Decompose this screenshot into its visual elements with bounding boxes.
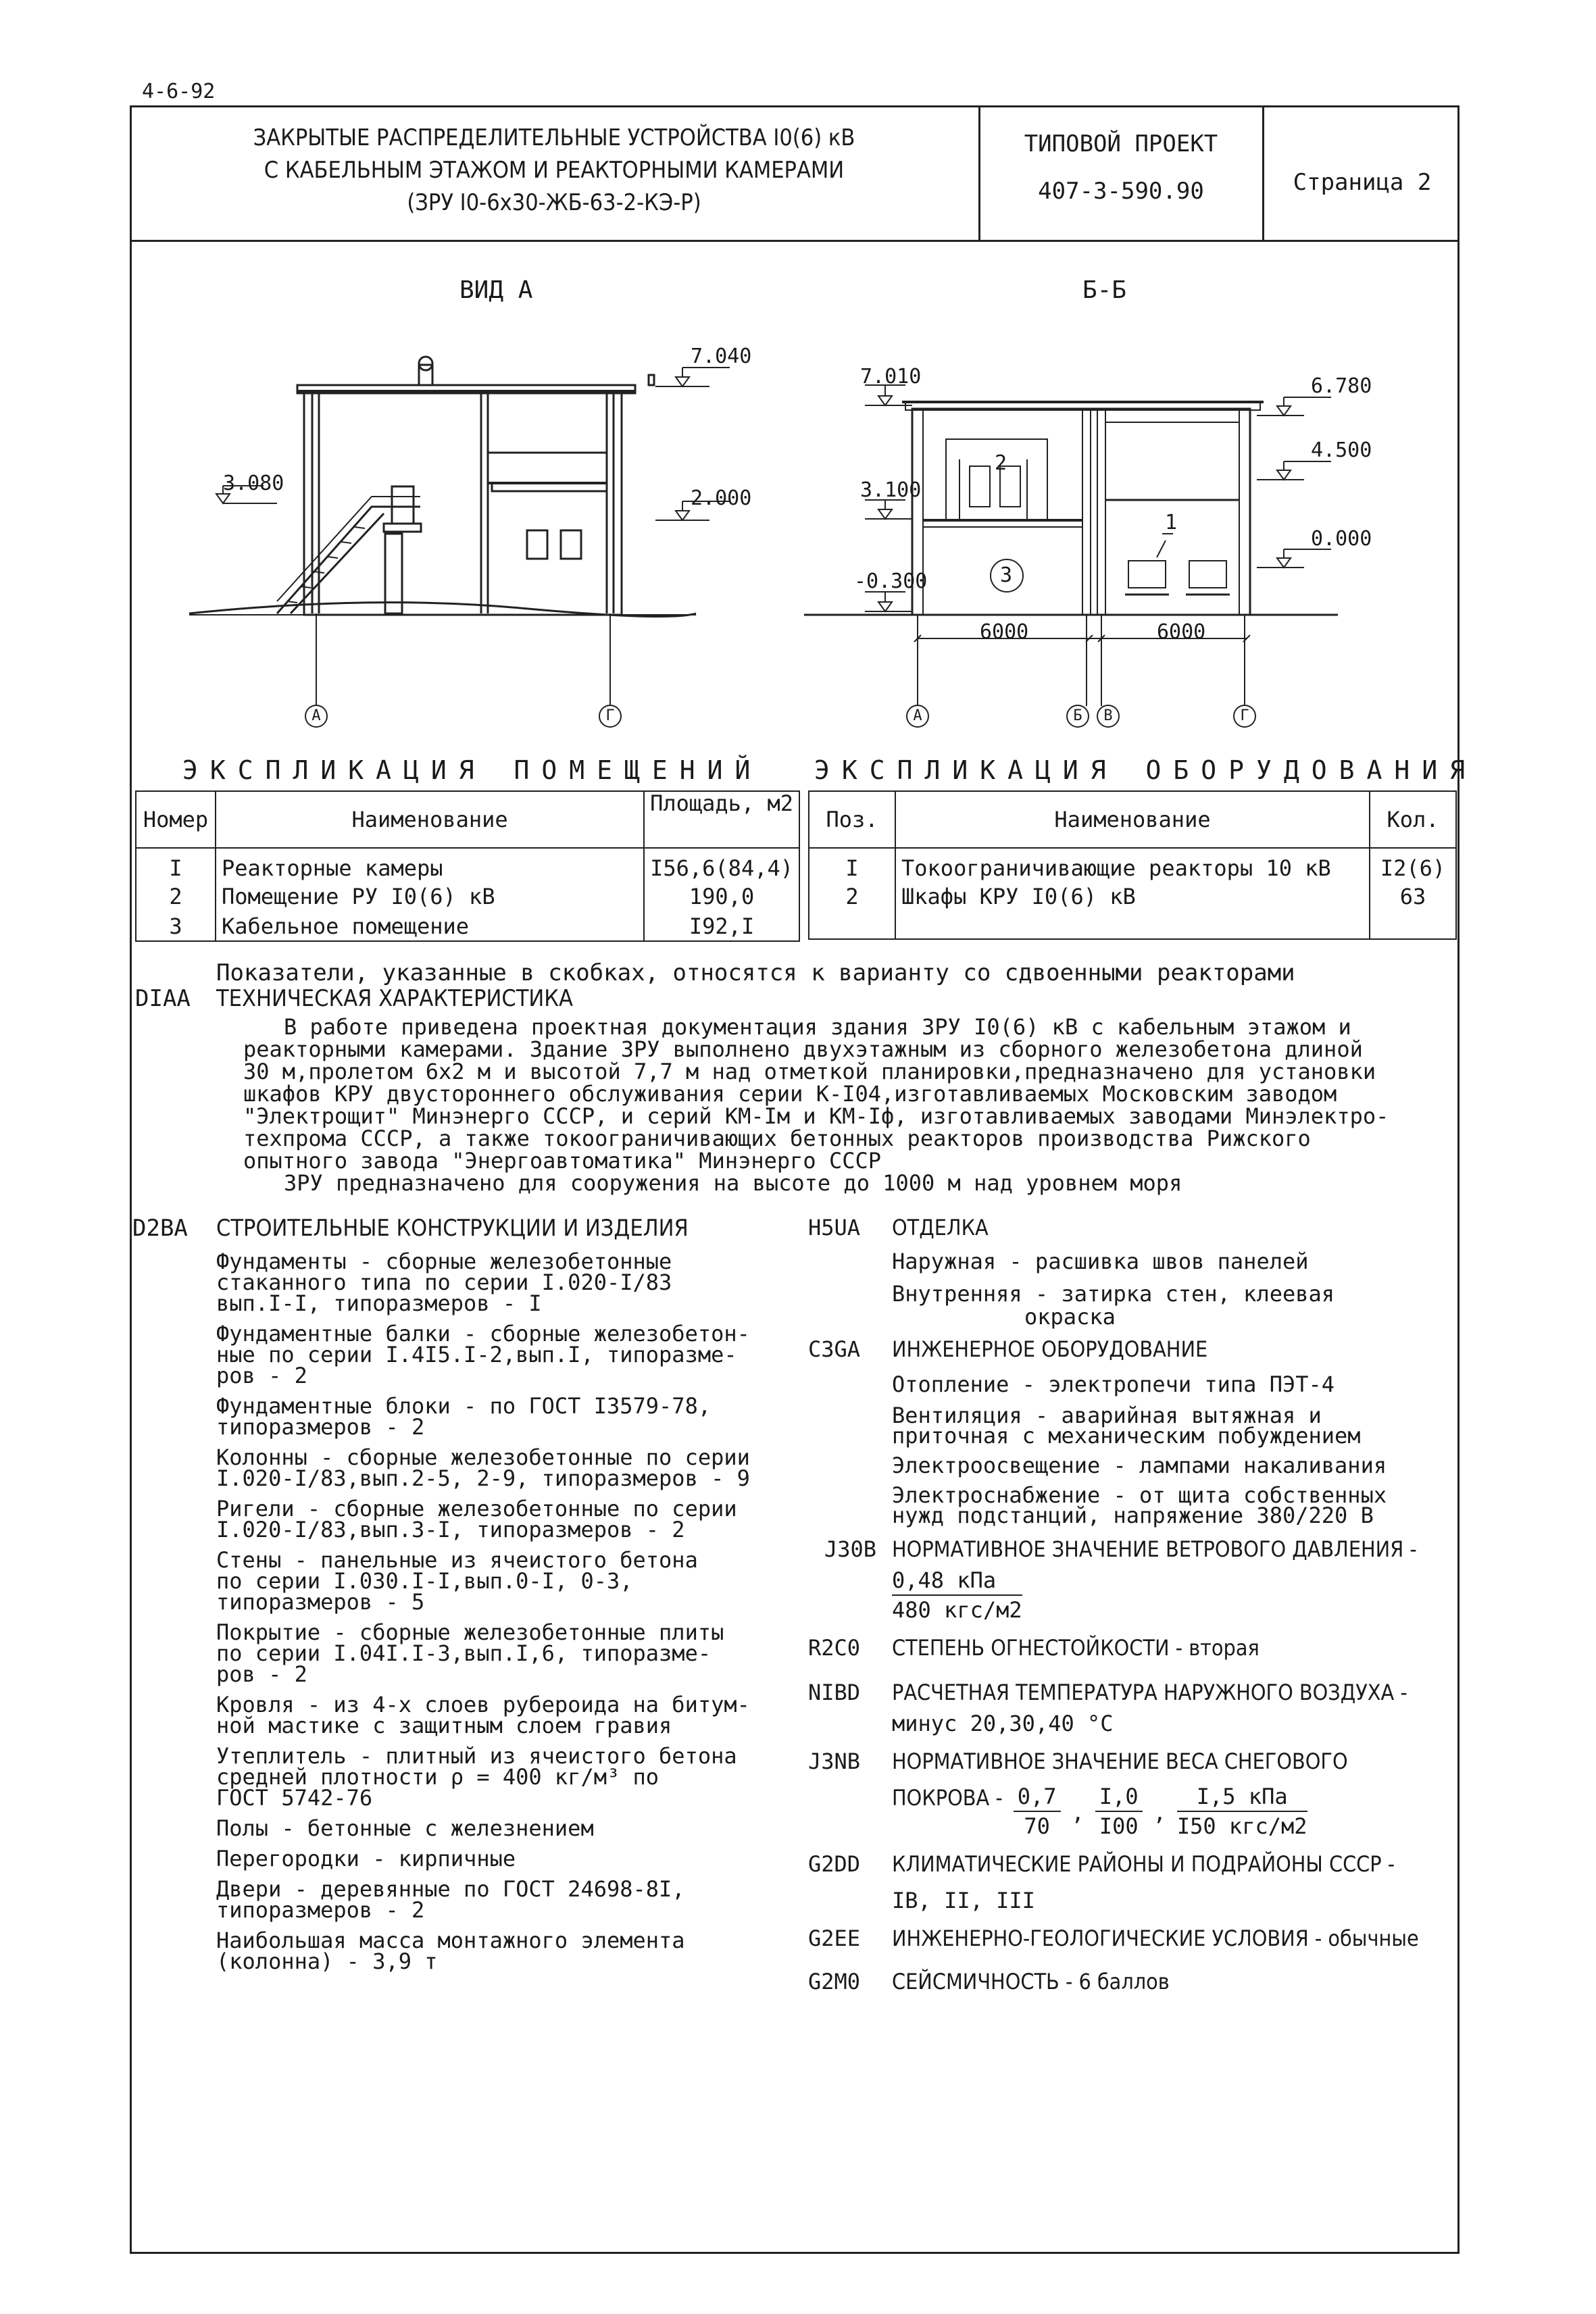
table-row [136, 848, 799, 882]
room-area: I56,6(84,4) [644, 848, 799, 882]
list-item: Колонны - сборные железобетонные по серии I.020-I/83,вып.2-5, 2-9, типоразмеров - 9 [216, 1444, 750, 1491]
tech-line: В работе приведена проектная документация здания ЗРУ I0(6) кВ с кабельным этажом и [284, 1014, 1351, 1040]
elev-label: 2.000 [691, 486, 752, 510]
project-number: 407-3-590.90 [1038, 178, 1204, 205]
col-header: Кол. [1370, 791, 1456, 848]
tech-line: шкафов КРУ двустороннего обслуживания серии К-I04,изготавливаемых Московским заводом [243, 1081, 1337, 1107]
rooms-heading: ЭКСПЛИКАЦИЯ ПОМЕЩЕНИЙ [182, 755, 763, 785]
list-item: Перегородки - кирпичные [216, 1846, 516, 1871]
col-header: Номер [136, 791, 216, 848]
engineering-header [808, 1338, 1457, 1369]
room-name: Помещение РУ I0(6) кВ [216, 882, 644, 912]
engineering-heating: Отопление - электропечи типа ПЭТ-4 [892, 1372, 1335, 1397]
col-header: Площадь, м2 [644, 791, 799, 848]
position-mark: 2 [995, 451, 1007, 475]
list-item: Наибольшая масса монтажного элемента (колонна) - 3,9 т [216, 1928, 685, 1974]
finishing-heading: ОТДЕЛКА [892, 1215, 989, 1240]
list-item: Двери - деревянные по ГОСТ 24698-8I, типоразмеров - 2 [216, 1876, 685, 1923]
elev-label: 7.010 [860, 365, 922, 388]
title-block-divider [130, 240, 1460, 242]
tech-line: реакторными камерами. Здание ЗРУ выполнено двухэтажным из сборного железобетона длиной [243, 1036, 1363, 1062]
temp-value: минус 20,30,40 °С [892, 1711, 1114, 1736]
snow-den: 70 [1024, 1813, 1050, 1839]
wind-den: 480 кгс/м2 [892, 1597, 1022, 1623]
tech-altitude: ЗРУ предназначено для сооружения на высоте до 1000 м над уровнем моря [284, 1170, 1182, 1196]
engineering-vent: Вентиляция - аварийная вытяжная и приточная с механическим побуждением [892, 1403, 1361, 1449]
wind-num: 0,48 кПа [892, 1569, 1022, 1596]
section-code: R2C0 [808, 1635, 861, 1661]
section-code: NIBD [808, 1680, 861, 1705]
section-title: Б-Б [1082, 276, 1127, 304]
col-header: Наименование [895, 791, 1370, 848]
list-item: Фундаменты - сборные железобетонные стаканного типа по серии I.020-I/83 вып.I-I, типоразмеров - I [216, 1249, 672, 1316]
equipment-name: Шкафы КРУ I0(6) кВ [895, 882, 1370, 939]
finishing-inner-cont: окраска [1024, 1304, 1116, 1330]
geology-row [808, 1927, 1457, 1958]
fire-text: СТЕПЕНЬ ОГНЕСТОЙКОСТИ - вторая [892, 1635, 1260, 1661]
engineering-heading: ИНЖЕНЕРНОЕ ОБОРУДОВАНИЕ [892, 1336, 1208, 1362]
tech-line: 30 м,пролетом 6х2 м и высотой 7,7 м над отметкой планировки,предназначено для установки [243, 1059, 1376, 1084]
elev-label: 3.100 [860, 478, 922, 502]
seismic-text: СЕЙСМИЧНОСТЬ - 6 баллов [892, 1969, 1170, 1994]
section-code: H5UA [808, 1215, 861, 1240]
section-code: D2BA [132, 1215, 188, 1242]
tech-text [243, 1016, 1389, 1194]
axis-label: А [913, 707, 922, 724]
snow-prefix: ПОКРОВА - [892, 1785, 1003, 1811]
elev-label: 0.000 [1311, 527, 1372, 551]
snow-heading: НОРМАТИВНОЕ ЗНАЧЕНИЕ ВЕСА СНЕГОВОГО [892, 1749, 1348, 1774]
room-num: 2 [136, 882, 216, 912]
elev-label: 6.780 [1311, 374, 1372, 398]
engineering-power: Электроснабжение - от щита собственных нужд подстанций, напряжение 380/220 В [892, 1482, 1387, 1528]
equipment-pos: I [809, 848, 895, 882]
constructions-list [216, 1251, 811, 1982]
section-code: G2M0 [808, 1969, 861, 1994]
equipment-heading: ЭКСПЛИКАЦИЯ ОБОРУДОВАНИЯ [814, 755, 1478, 785]
position-mark: 3 [1000, 563, 1013, 587]
snow-den: I00 [1099, 1813, 1139, 1839]
table-row [136, 882, 799, 912]
temp-header [808, 1681, 1457, 1712]
climate-heading: КЛИМАТИЧЕСКИЕ РАЙОНЫ И ПОДРАЙОНЫ СССР - [892, 1851, 1395, 1877]
room-area: 190,0 [644, 882, 799, 912]
view-a-drawing [189, 357, 730, 727]
title-block [135, 122, 973, 219]
list-item: Фундаментные балки - сборные железобетон- ные по серии I.4I5.I-2,вып.I, типоразме- ров - 2 [216, 1321, 750, 1388]
geology-text: ИНЖЕНЕРНО-ГЕОЛОГИЧЕСКИЕ УСЛОВИЯ - обычные [892, 1926, 1419, 1951]
list-item: Утеплитель - плитный из ячеистого бетона средней плотности ρ = 400 кг/м³ по ГОСТ 5742-76 [216, 1743, 737, 1811]
snow-den: I50 кгс/м2 [1176, 1813, 1307, 1839]
list-item: Полы - бетонные с железнением [216, 1815, 594, 1841]
axis-label: Г [605, 707, 615, 724]
snow-num: I,0 [1095, 1781, 1143, 1812]
tech-line: опытного завода "Энергоавтоматика" Минэнерго СССР [243, 1148, 882, 1174]
section-code: J30B [824, 1536, 877, 1562]
snow-value: ПОКРОВА - $\frac{0,7}{70}$ , $\frac{I,0}{I00}$ , I,5 кПа I50 кгс/м2 [808, 1781, 1457, 1838]
equipment-pos: 2 [809, 882, 895, 939]
title-block-divider [1262, 105, 1264, 241]
tech-line: "Электрощит" Минэнерго СССР, и серий КМ-Iм и КМ-Iф, изготавливаемых заводами Минэлектро- [243, 1103, 1389, 1129]
elev-label: 4.500 [1311, 438, 1372, 462]
room-area: I92,I [644, 912, 799, 941]
title-line3: (ЗРУ I0-6х30-ЖБ-63-2-КЭ-Р) [407, 189, 701, 216]
sheet-code: 4-6-92 [142, 80, 216, 103]
equipment-table [808, 790, 1457, 940]
drawing-area [169, 338, 1507, 736]
equipment-qty: 63 [1370, 882, 1456, 939]
list-item: Стены - панельные из ячеистого бетона по серии I.030.I-I,вып.0-I, 0-3, типоразмеров - 5 [216, 1547, 698, 1615]
wind-value [808, 1569, 1457, 1621]
table-row [809, 882, 1456, 939]
room-name: Кабельное помещение [216, 912, 644, 941]
right-column [808, 1216, 1457, 2001]
elev-label: 3.080 [223, 472, 284, 495]
position-mark: 1 [1165, 511, 1178, 534]
rooms-table [135, 790, 800, 942]
finishing-outer: Наружная - расшивка швов панелей [892, 1249, 1309, 1274]
title-line2: С КАБЕЛЬНЫМ ЭТАЖОМ И РЕАКТОРНЫМИ КАМЕРАМИ [264, 157, 845, 184]
finishing-inner: Внутренняя - затирка стен, клеевая [892, 1281, 1335, 1307]
table-row [809, 848, 1456, 882]
elev-label: -0.300 [854, 570, 928, 593]
snow-num: I,5 кПа [1177, 1781, 1307, 1812]
list-item: Покрытие - сборные железобетонные плиты по серии I.04I.I-3,вып.I,6, типоразме- ров - 2 [216, 1619, 724, 1687]
section-code: G2DD [808, 1851, 861, 1877]
snow-header [808, 1750, 1457, 1781]
dimension-label: 6000 [1157, 620, 1206, 644]
tech-line: техпрома СССР, а также токоограничивающих бетонных реакторов производства Рижского [243, 1126, 1311, 1151]
finishing-header [808, 1216, 1457, 1247]
axis-label: Б [1073, 707, 1082, 724]
equipment-name: Токоограничивающие реакторы 10 кВ [895, 848, 1370, 882]
col-header: Поз. [809, 791, 895, 848]
wind-header [808, 1538, 1457, 1569]
title-block-divider [978, 105, 980, 241]
table-header-row [136, 791, 799, 848]
section-code: C3GA [808, 1336, 861, 1362]
table-header-row [809, 791, 1456, 848]
title-line1: ЗАКРЫТЫЕ РАСПРЕДЕЛИТЕЛЬНЫЕ УСТРОЙСТВА I0(6) кВ [253, 124, 855, 151]
section-code: G2EE [808, 1926, 861, 1951]
room-name: Реакторные камеры [216, 848, 644, 882]
project-block [981, 120, 1261, 215]
constructions-heading: СТРОИТЕЛЬНЫЕ КОНСТРУКЦИИ И ИЗДЕЛИЯ [216, 1215, 689, 1242]
project-label: ТИПОВОЙ ПРОЕКТ [1024, 130, 1218, 157]
fire-row [808, 1636, 1457, 1667]
bracket-note: Показатели, указанные в скобках, относятся к варианту со сдвоенными реакторами [216, 959, 1295, 986]
equipment-qty: I2(6) [1370, 848, 1456, 882]
climate-header [808, 1853, 1457, 1884]
tech-heading: ТЕХНИЧЕСКАЯ ХАРАКТЕРИСТИКА [216, 985, 573, 1012]
axis-label: А [311, 707, 321, 724]
room-num: 3 [136, 912, 216, 941]
table-row [136, 912, 799, 941]
wind-heading: НОРМАТИВНОЕ ЗНАЧЕНИЕ ВЕТРОВОГО ДАВЛЕНИЯ - [892, 1536, 1417, 1562]
list-item: Ригели - сборные железобетонные по серии I.020-I/83,вып.3-I, типоразмеров - 2 [216, 1496, 737, 1542]
axis-label: В [1103, 707, 1113, 724]
col-header: Наименование [216, 791, 644, 848]
section-bb-drawing [804, 385, 1338, 727]
page-number: Страница 2 [1293, 169, 1432, 196]
engineering-light: Электроосвещение - лампами накаливания [892, 1453, 1387, 1478]
room-num: I [136, 848, 216, 882]
seismic-row [808, 1970, 1457, 2001]
section-code: J3NB [808, 1749, 861, 1774]
list-item: Фундаментные блоки - по ГОСТ I3579-78, типоразмеров - 2 [216, 1393, 712, 1440]
list-item: Кровля - из 4-х слоев рубероида на битум- ной мастике с защитным слоем гравия [216, 1692, 750, 1738]
dimension-label: 6000 [980, 620, 1029, 644]
climate-value: IВ, II, III [892, 1888, 1035, 1913]
section-code: DIAA [135, 985, 191, 1012]
temp-heading: РАСЧЕТНАЯ ТЕМПЕРАТУРА НАРУЖНОГО ВОЗДУХА - [892, 1680, 1407, 1705]
axis-label: Г [1240, 707, 1249, 724]
view-a-title: ВИД А [459, 276, 533, 304]
snow-num: 0,7 [1014, 1781, 1061, 1812]
elev-label: 7.040 [691, 345, 752, 368]
